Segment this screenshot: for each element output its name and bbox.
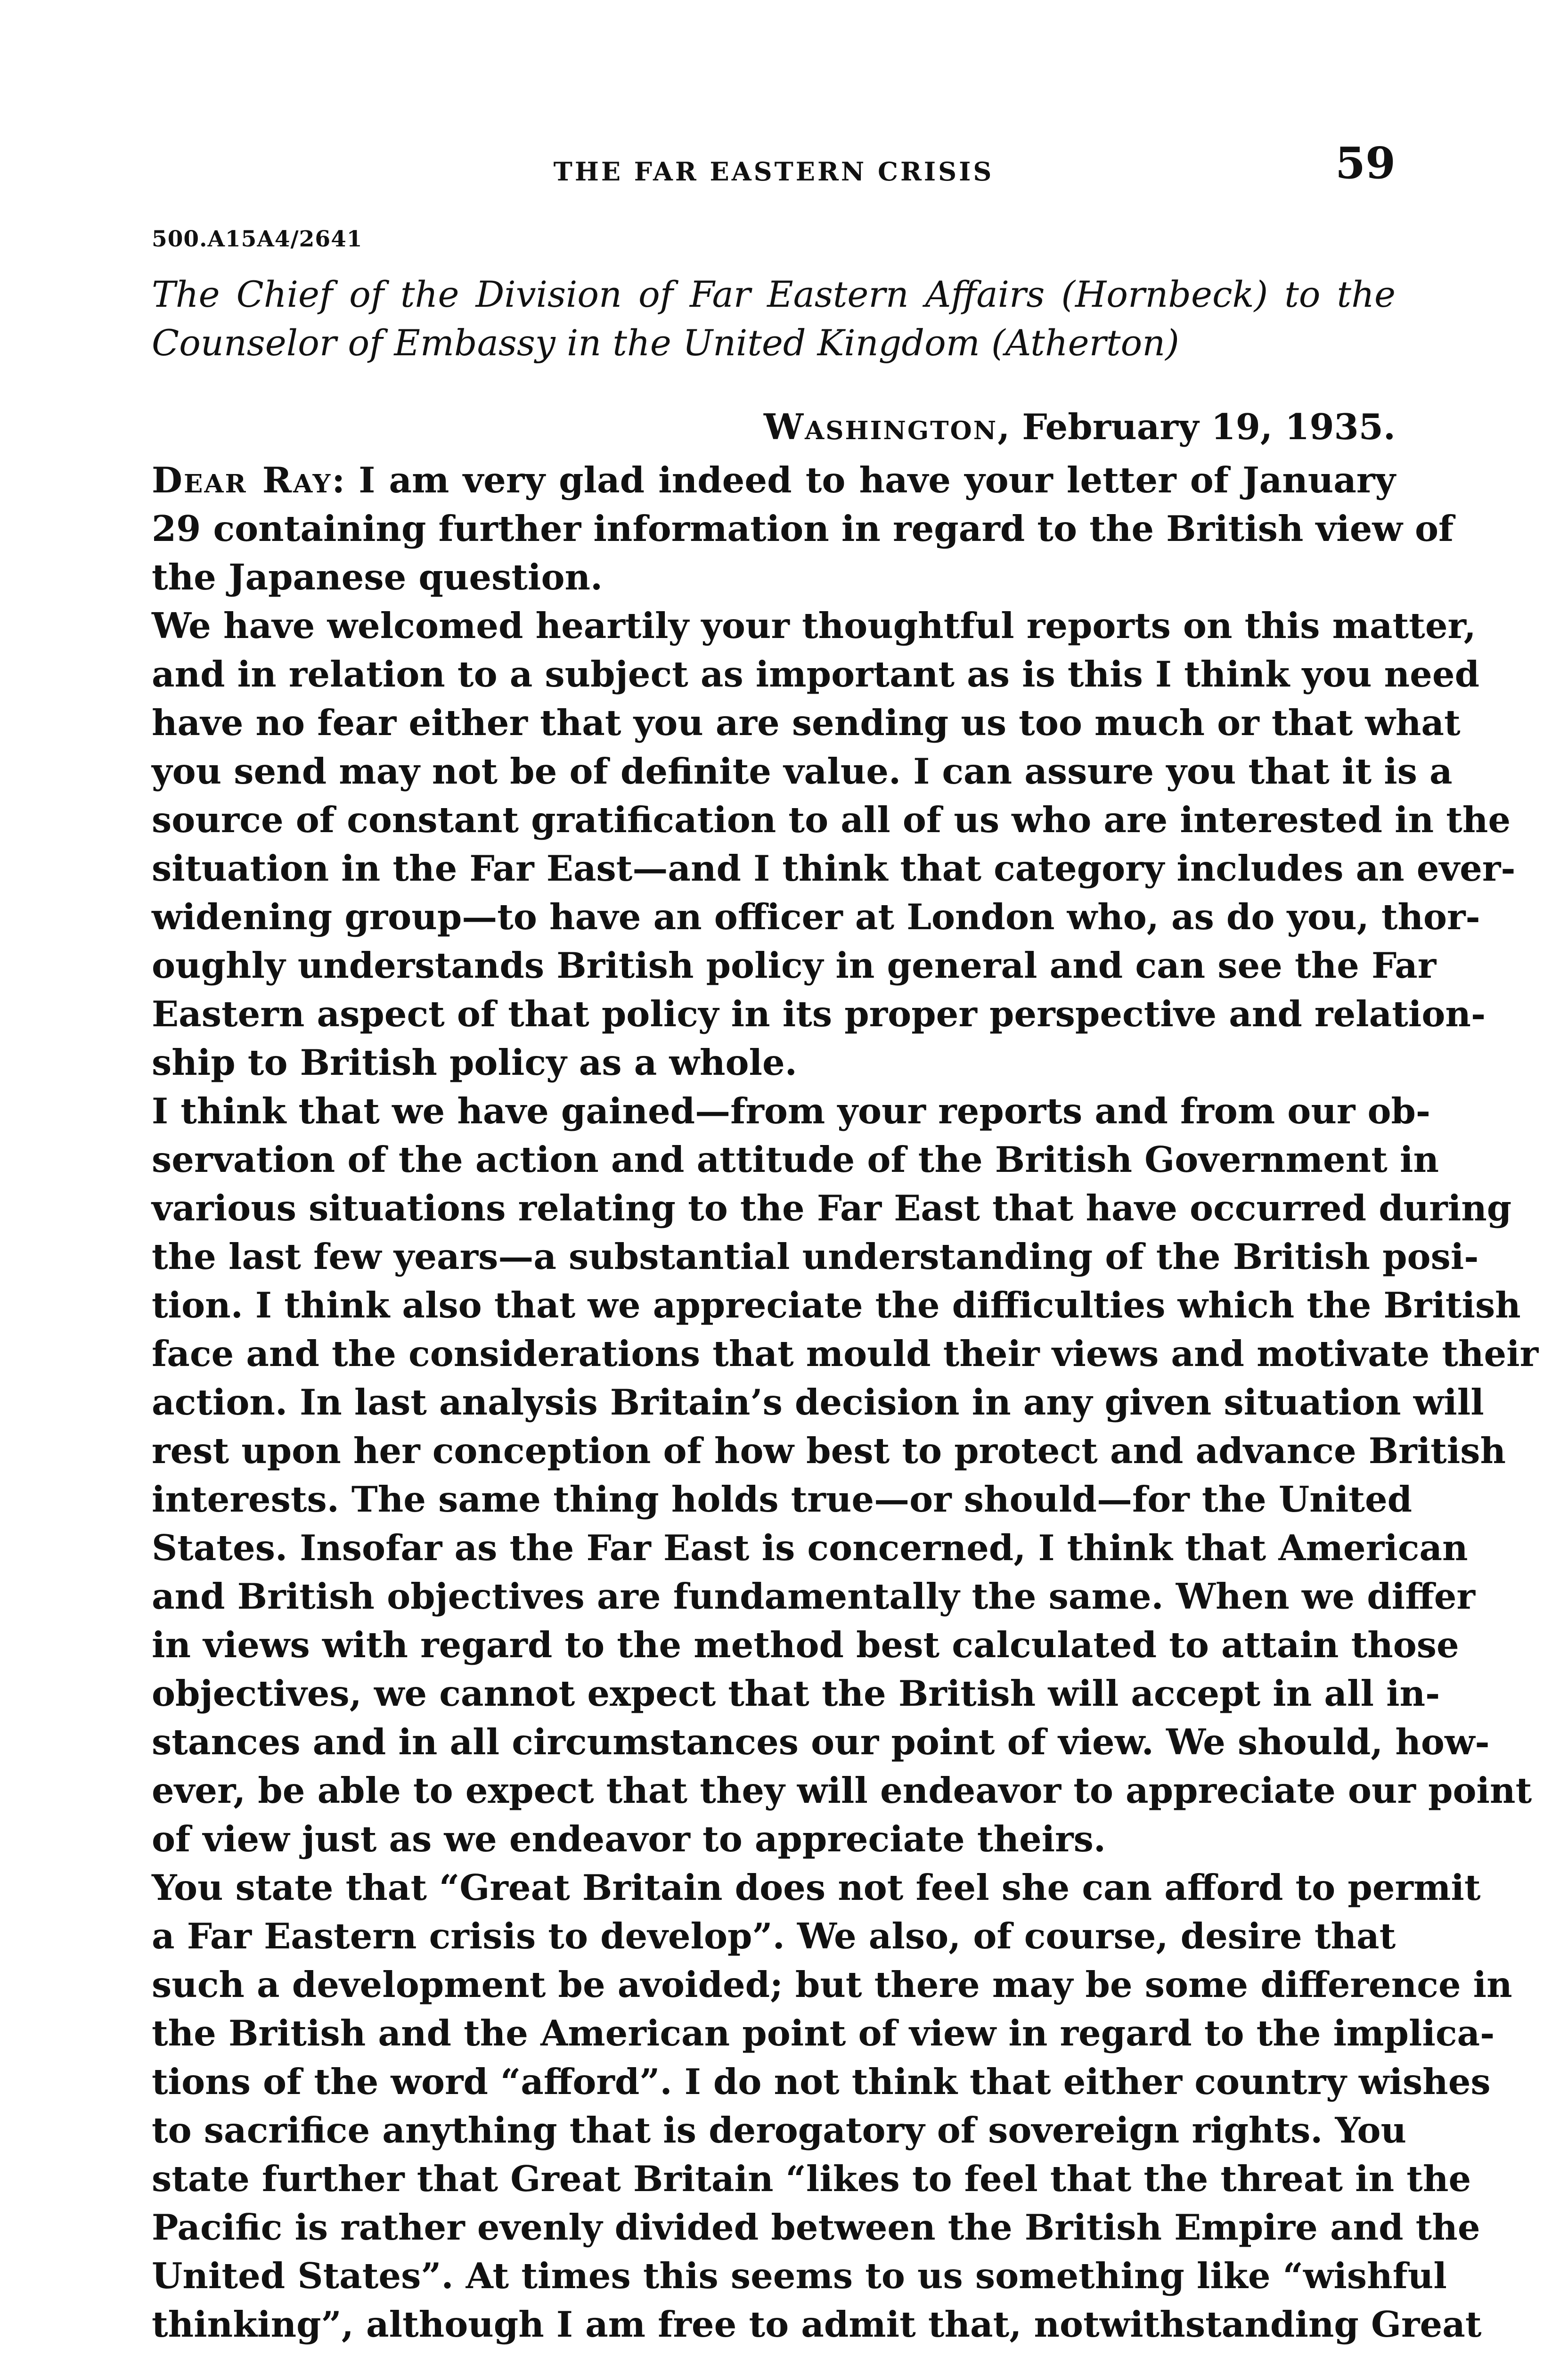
text-line: tion. I think also that we appreciate the difficulties which the British [152, 1284, 1521, 1326]
text-line: tions of the word “afford”. I do not think that either country wishes [152, 2061, 1491, 2102]
text-line: of view just as we endeavor to appreciate theirs. [152, 1818, 1106, 1860]
text-line: you send may not be of definite value. I can assure you that it is a [152, 751, 1453, 792]
text-line: widening group—to have an officer at London who, as do you, thor- [152, 896, 1480, 938]
title-line: Counselor of Embassy in the United Kingdom (Atherton) [152, 322, 1179, 364]
text-line: ship to British policy as a whole. [152, 1042, 797, 1083]
text-line: situation in the Far East—and I think that category includes an ever- [152, 848, 1516, 889]
text-line: source of constant gratification to all of us who are interested in the [152, 799, 1511, 841]
text-line: United States”. At times this seems to us something like “wishful [152, 2255, 1447, 2297]
letter-paragraph [152, 1864, 1512, 2349]
letter-paragraph [152, 602, 1516, 1087]
text-line: oughly understands British policy in general and can see the Far [152, 945, 1437, 986]
text-line: rest upon her conception of how best to protect and advance British [152, 1430, 1506, 1472]
text-line: servation of the action and attitude of the British Government in [152, 1139, 1439, 1180]
text-line: Pacific is rather evenly divided between the British Empire and the [152, 2207, 1480, 2248]
document-title [152, 270, 1396, 367]
text-line: ever, be able to expect that they will endeavor to appreciate our point [152, 1770, 1532, 1811]
text-line: thinking”, although I am free to admit that, notwithstanding Great [152, 2304, 1482, 2345]
text-line: state further that Great Britain “likes to feel that the threat in the [152, 2158, 1471, 2200]
running-title: THE FAR EASTERN CRISIS [553, 156, 994, 187]
text-line: action. In last analysis Britain’s decision in any given situation will [152, 1382, 1484, 1423]
text-line: the last few years—a substantial understanding of the British posi- [152, 1236, 1479, 1277]
text-line: We have welcomed heartily your thoughtful reports on this matter, [152, 605, 1476, 646]
text-line: and in relation to a subject as important as is this I think you need [152, 654, 1480, 695]
text-line: stances and in all circumstances our point of view. We should, how- [152, 1721, 1490, 1763]
text-line: interests. The same thing holds true—or should—for the United [152, 1479, 1413, 1520]
text-line: have no fear either that you are sending us too much or that what [152, 702, 1461, 744]
dateline-place: Washington [763, 406, 998, 448]
text-line: a Far Eastern crisis to develop”. We also, of course, desire that [152, 1915, 1396, 1957]
salutation: Dear Ray [152, 459, 332, 501]
text-line: to sacrifice anything that is derogatory of sovereign rights. You [152, 2110, 1407, 2151]
text-line: in views with regard to the method best calculated to attain those [152, 1624, 1459, 1666]
dateline-date: , February 19, 1935. [997, 406, 1396, 448]
text-line: face and the considerations that mould their views and motivate their [152, 1333, 1539, 1374]
running-head [152, 137, 1396, 207]
page-number: 59 [1335, 138, 1396, 188]
text-line: the British and the American point of view in regard to the implica- [152, 2012, 1495, 2054]
text-line: objectives, we cannot expect that the British will accept in all in- [152, 1673, 1440, 1714]
text-line: 29 containing further information in regard to the British view of [152, 508, 1454, 549]
text-line: You state that “Great Britain does not feel she can afford to permit [152, 1867, 1481, 1908]
letter-paragraph [152, 456, 1454, 602]
text-line: such a development be avoided; but there may be some difference in [152, 1964, 1512, 2005]
dateline [152, 403, 1396, 451]
document-page [152, 137, 1539, 2356]
text-line: Eastern aspect of that policy in its proper perspective and relation- [152, 993, 1486, 1035]
title-line: The Chief of the Division of Far Eastern Affairs (Hornbeck) to the [152, 273, 1396, 315]
text-line: various situations relating to the Far East that have occurred during [152, 1187, 1512, 1229]
text-line: States. Insofar as the Far East is concerned, I think that American [152, 1527, 1468, 1569]
letter-paragraph [152, 1087, 1539, 1864]
text-line: and British objectives are fundamentally the same. When we differ [152, 1576, 1475, 1617]
text-line: the Japanese question. [152, 556, 603, 598]
text-line: I think that we have gained—from your reports and from our ob- [152, 1090, 1431, 1132]
text-line: Dear Ray: I am very glad indeed to have your letter of January [152, 459, 1396, 501]
file-number: 500.A15A4/2641 [152, 226, 363, 252]
